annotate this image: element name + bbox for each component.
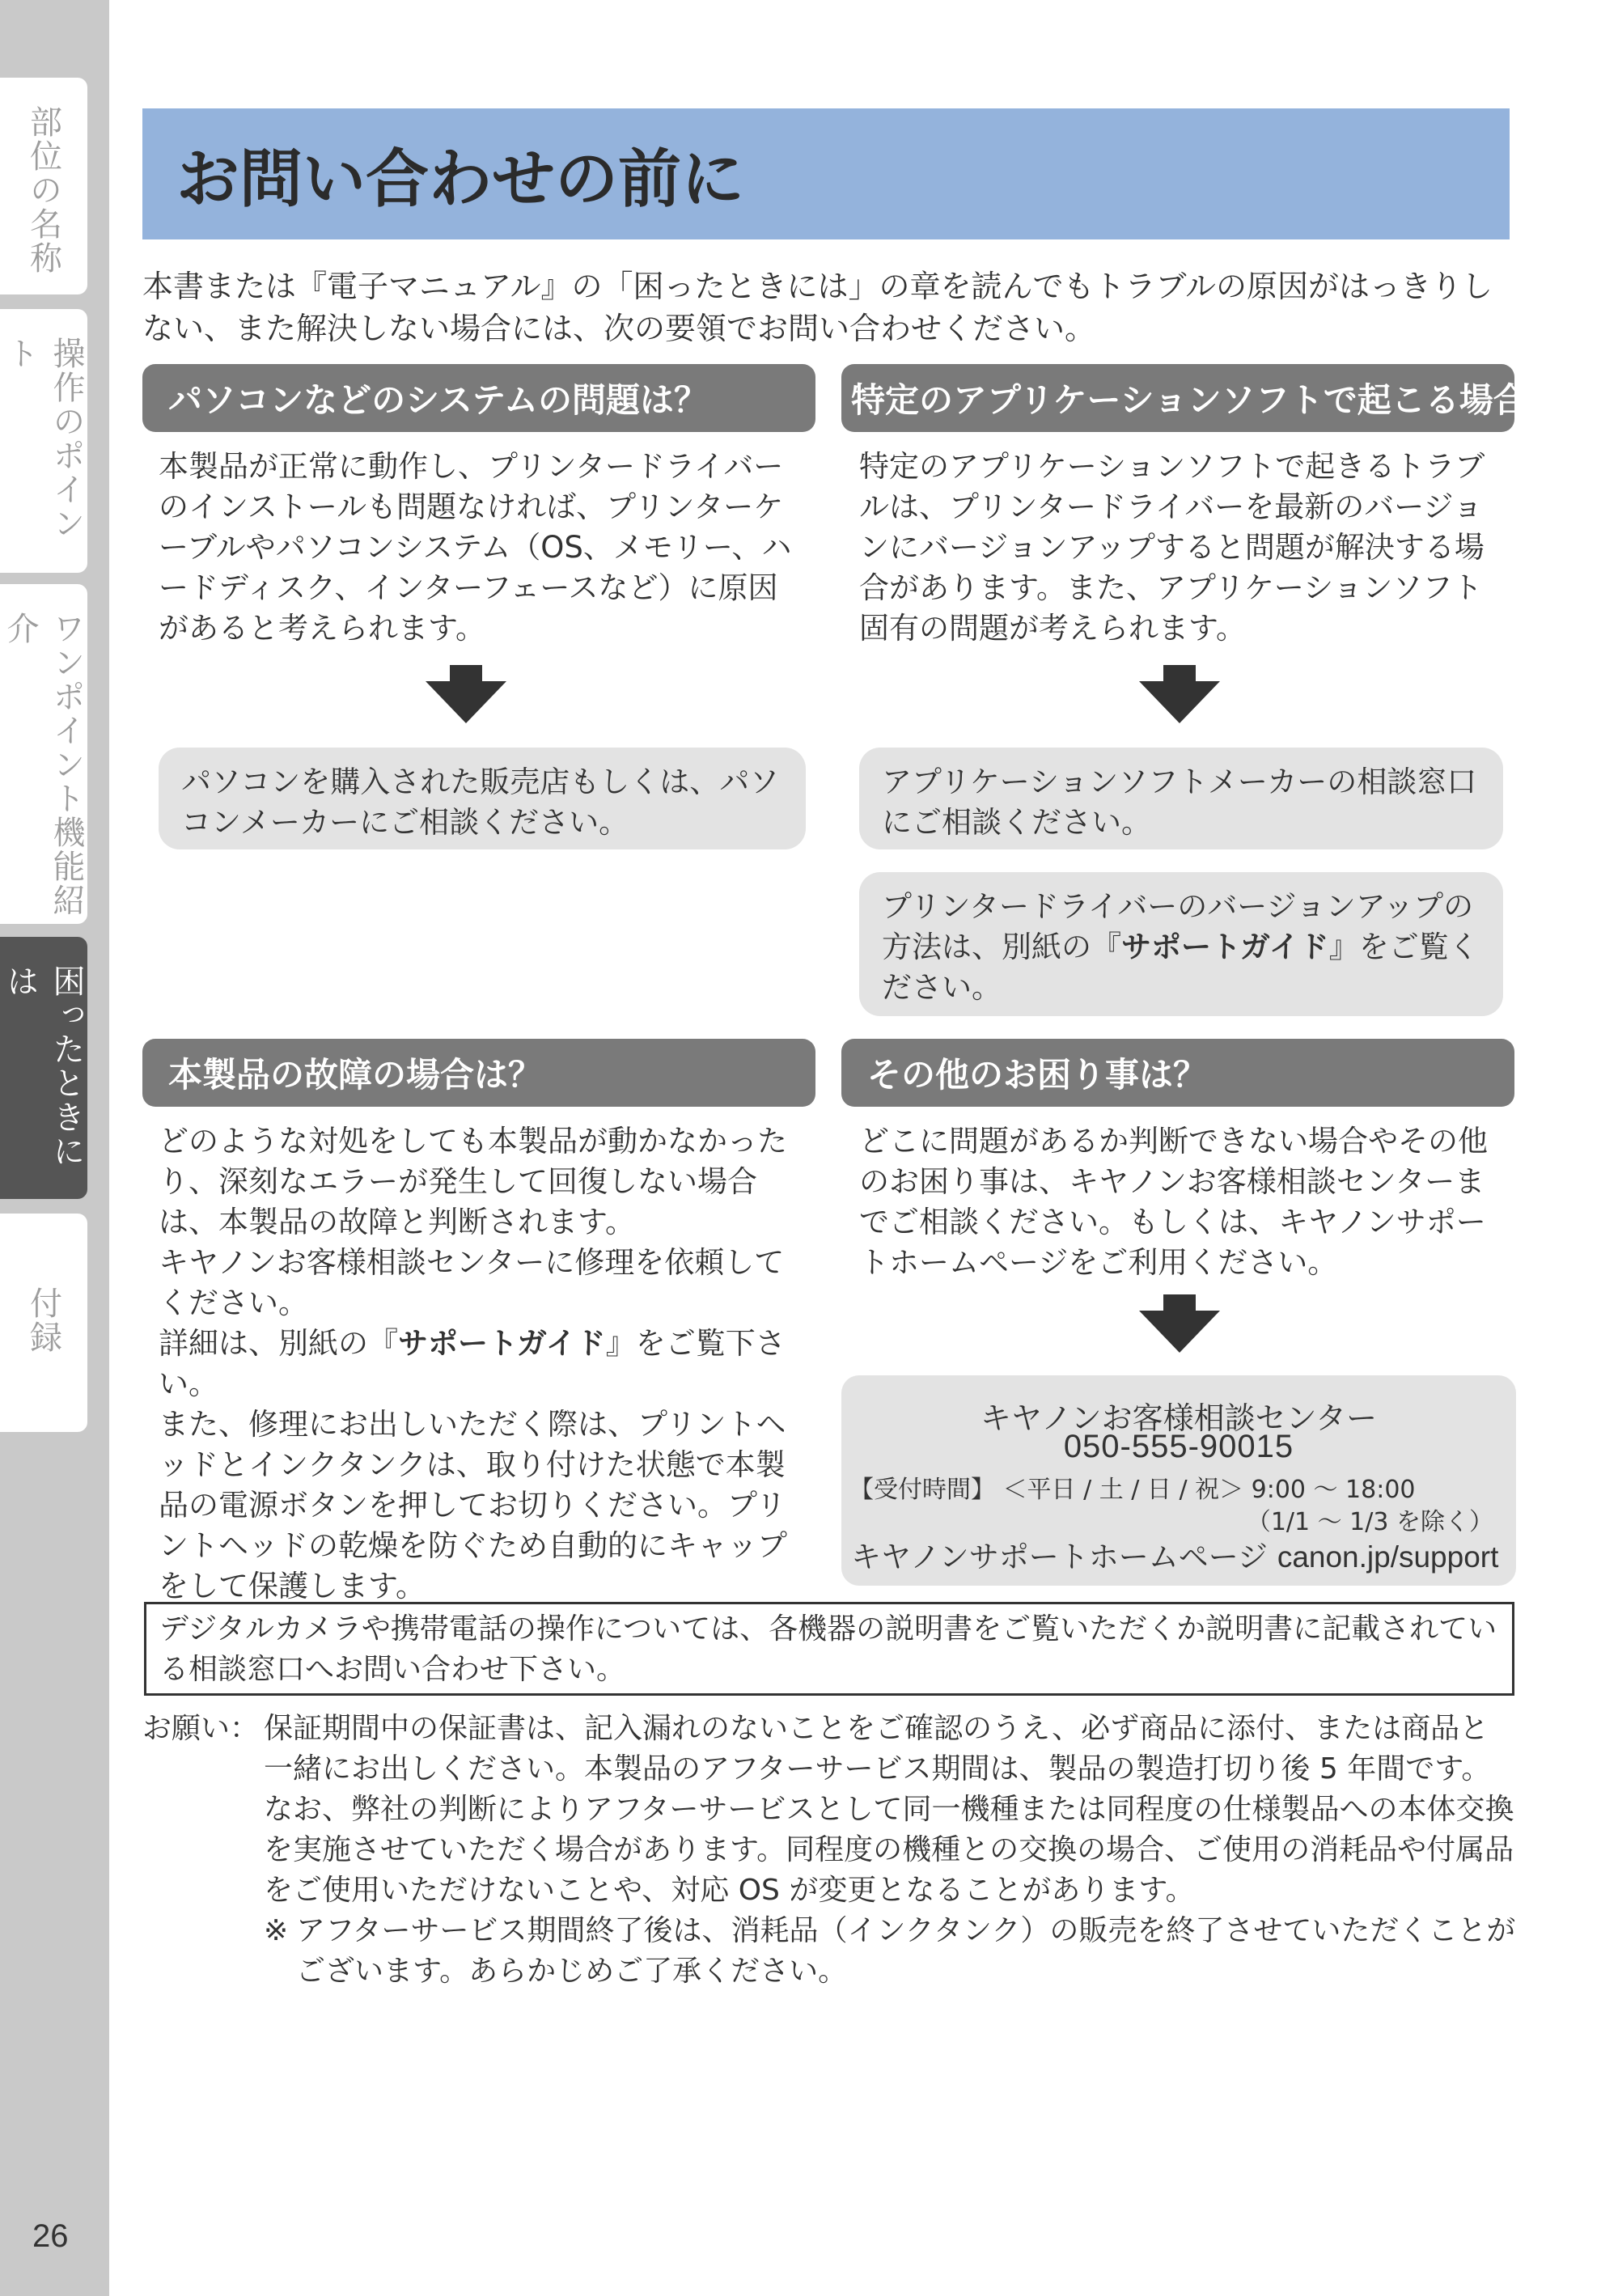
malfunction-paragraph: キヤノンお客様相談センターに修理を依頼してください。: [159, 1245, 785, 1320]
section-body-application: 特定のアプリケーションソフトで起きるトラブルは、プリンタードライバーを最新のバージョンにバージョンアップすると問題が解決する場合があります。また、アプリケーションソフト固有の問題が考えられます。: [859, 449, 1485, 646]
chapter-tab-features[interactable]: [0, 584, 87, 924]
intro-text: 本書または『電子マニュアル』の「困ったときには」の章を読んでもトラブルの原因がはっきりしない、また解決しない場合には、次の要領でお問い合わせください。: [142, 269, 1493, 346]
malfunction-text: 』をご覧下さい。: [159, 1326, 786, 1401]
chapter-tab-appendix[interactable]: [0, 1214, 87, 1432]
malfunction-paragraph: [159, 1324, 806, 1404]
section-heading-text: その他のお困り事は？: [867, 1055, 1208, 1095]
contact-center-name: キヤノンお客様相談センター: [980, 1400, 1378, 1436]
contact-box: [841, 1375, 1516, 1586]
section-heading-application: [841, 364, 1595, 432]
down-arrow-icon: [1139, 1294, 1220, 1359]
request-note-text: アフターサービス期間終了後は、消耗品（インクタンク）の販売を終了させていただくことがございます。あらかじめご了承ください。: [296, 1914, 1516, 1988]
note-bubble-driver-update: [859, 872, 1503, 1016]
contact-hours-exception: （1/1 ～ 1/3 を除く）: [1246, 1508, 1493, 1536]
chapter-tab-label: 付録: [24, 1286, 62, 1354]
chapter-tab-parts[interactable]: [0, 78, 87, 294]
section-heading-text: 特定のアプリケーションソフトで起こる場合は？: [851, 380, 1595, 420]
chapter-tab-label: 操作のポイント: [2, 337, 85, 540]
chapter-tab-troubleshooting[interactable]: [0, 937, 87, 1199]
malfunction-text: 詳細は、別紙の『: [159, 1326, 398, 1361]
note-text: プリンタードライバーのバージョンアップの方法は、別紙の『: [882, 889, 1474, 964]
chapter-tab-label: ワンポイント機能紹介: [2, 612, 85, 917]
section-heading-pc-system: [142, 364, 815, 432]
down-arrow-icon: [1139, 665, 1220, 730]
malfunction-paragraph: どのような対処をしても本製品が動かなかったり、深刻なエラーが発生して回復しない場合は、本製品の故障と判断されます。: [159, 1124, 787, 1239]
malfunction-paragraph: また、修理にお出しいただく際は、プリントヘッドとインクタンクは、取り付けた状態で本製品の電源ボタンを押してお切りください。プリントヘッドの乾燥を防ぐため自動的にキャップをして保護します。: [159, 1407, 787, 1603]
section-body-pc-system: 本製品が正常に動作し、プリンタードライバーのインストールも問題なければ、プリンターケーブルやパソコンシステム（OS、メモリー、ハードディスク、インターフェースなど）に原因があると考えられます。: [159, 449, 792, 646]
contact-website-label: キヤノンサポートホームページ: [851, 1540, 1269, 1574]
request-label: お願い：: [142, 1712, 260, 1745]
section-heading-text: 本製品の故障の場合は？: [168, 1055, 543, 1095]
chapter-sidebar: [0, 0, 109, 2296]
contact-website: [851, 1532, 1498, 1576]
contact-hours-label: 【受付時間】: [849, 1476, 995, 1504]
chapter-tab-label: 困ったときには: [2, 964, 85, 1168]
support-guide-title: サポートガイド: [398, 1326, 606, 1361]
action-bubble-application: アプリケーションソフトメーカーの相談窓口にご相談ください。: [859, 748, 1503, 849]
note-text: 』をご覧ください。: [882, 930, 1479, 1005]
request-body: 保証期間中の保証書は、記入漏れのないことをご確認のうえ、必ず商品に添付、または商品と一緒にお出しください。本製品のアフターサービス期間は、製品の製造打切り後 5 年間です。なお、弊社の判断によりアフターサービスとして同一機種または同程度の仕様製品への本体交換を実施させていただく場合があります。同程度の機種との交換の場合、ご使用の消耗品や付属品をご使用いただけないことや、対応 OS が変更となることがあります。: [264, 1712, 1514, 1907]
request-note: [264, 1911, 1518, 1992]
contact-hours: [849, 1469, 1416, 1505]
action-bubble-pc-system: パソコンを購入された販売店もしくは、パソコンメーカーにご相談ください。: [159, 748, 806, 849]
device-manual-note: デジタルカメラや携帯電話の操作については、各機器の説明書をご覧いただくか説明書に記載されている相談窓口へお問い合わせ下さい。: [144, 1602, 1514, 1696]
chapter-tab-operation[interactable]: [0, 309, 87, 573]
section-body-other: どこに問題があるか判断できない場合やその他のお困り事は、キヤノンお客様相談センターまでご相談ください。もしくは、キヤノンサポートホームページをご利用ください。: [859, 1124, 1488, 1280]
support-guide-title: サポートガイド: [1121, 930, 1329, 964]
contact-website-link[interactable]: canon.jp/support: [1277, 1540, 1499, 1574]
section-heading-malfunction: [142, 1039, 815, 1107]
section-heading-text: パソコンなどのシステムの問題は？: [168, 380, 708, 420]
section-heading-other: [841, 1039, 1514, 1107]
contact-phone-number: 050-555-90015: [1063, 1429, 1294, 1464]
contact-hours-value: ＜平日 / 土 / 日 / 祝＞ 9:00 ～ 18:00: [1002, 1476, 1416, 1504]
chapter-tab-label: 部位の名称: [24, 105, 62, 275]
note-mark: ※: [264, 1914, 289, 1947]
title-bar: [142, 108, 1510, 239]
down-arrow-icon: [426, 665, 506, 730]
section-body-malfunction: [159, 1121, 806, 1607]
page-title: お問い合わせの前に: [176, 143, 745, 216]
page-number: 26: [32, 2218, 69, 2254]
